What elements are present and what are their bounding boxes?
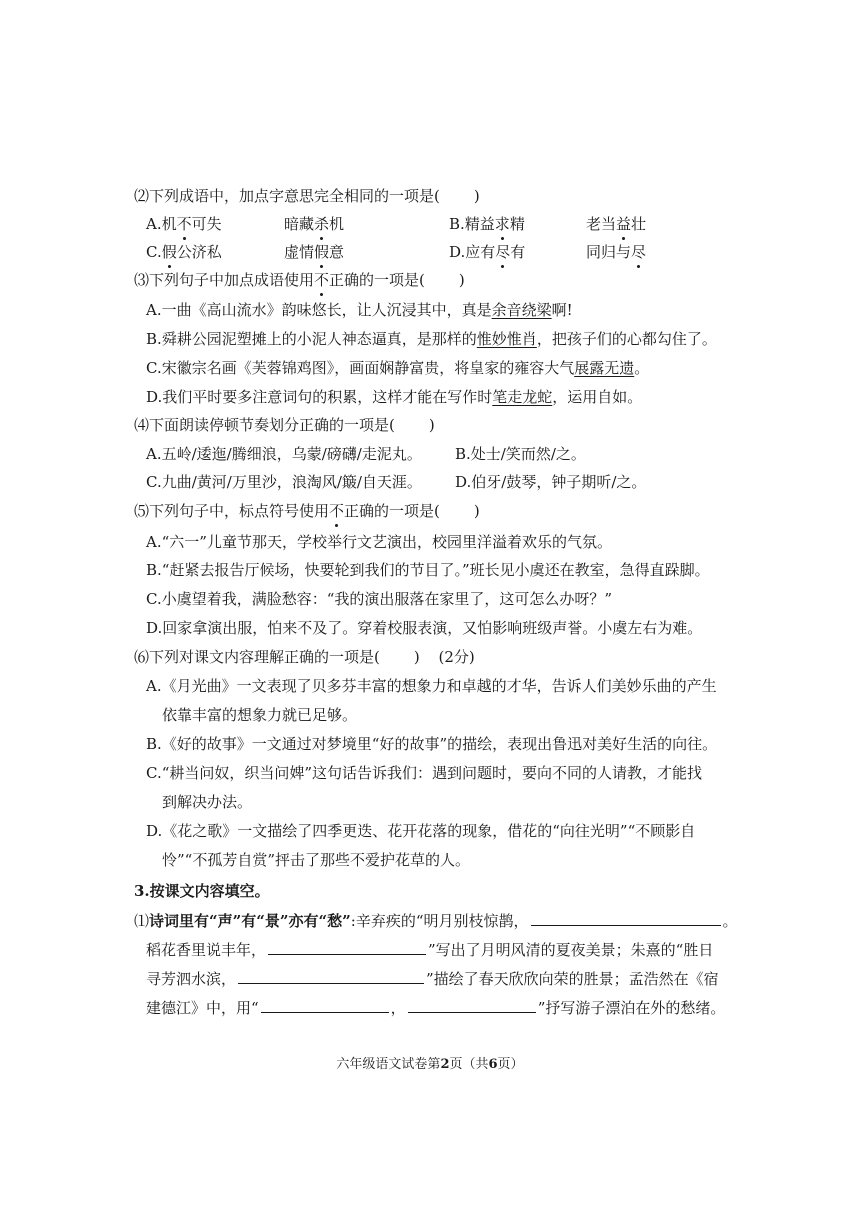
q2-option-b-1: B.精益求精 (449, 215, 525, 233)
q5-option-a: A.“六一”儿童节那天，学校举行文艺演出，校园里洋溢着欢乐的气氛。 (146, 533, 612, 551)
q6-option-d-line-1: D.《花之歌》一文描绘了四季更迭、花开花落的现象，借花的“向往光明”“不顾影自 (146, 822, 696, 840)
page-footer: 六年级语文试卷第2页（共6页） (336, 1057, 524, 1072)
q2-option-c-1: C.假公济私 (146, 243, 222, 261)
q3-option-b: B.舜耕公园泥塑摊上的小泥人神态逼真，是那样的惟妙惟肖，把孩子们的心都勾住了。 (146, 330, 717, 348)
s3-line-3: 寻芳泗水滨， ”描绘了春天欣欣向荣的胜景；孟浩然在《宿 (146, 970, 719, 988)
q4-option-c: C.九曲/黄河/万里沙，浪淘风/簸/自天涯。 (146, 473, 422, 491)
q3-option-c: C.宋徽宗名画《芙蓉锦鸡图》，画面娴静富贵，将皇家的雍容大气展露无遗。 (146, 359, 650, 377)
q5-option-d: D.回家拿演出服，怕来不及了。穿着校服表演，又怕影响班级声誉。小虞左右为难。 (146, 619, 703, 637)
s3-line-2: 稻花香里说丰年， ”写出了月明风清的夏夜美景；朱熹的“胜日 (146, 941, 714, 959)
fill-blank-5[interactable] (408, 998, 536, 1013)
q6-option-c-line-1: C.“耕当问奴，织当问婢”这句话告诉我们：遇到问题时，要向不同的人请教，才能找 (146, 764, 703, 782)
q6-option-a-line-1: A.《月光曲》一文表现了贝多芬丰富的想象力和卓越的才华，告诉人们美妙乐曲的产生 (146, 677, 717, 695)
q5-stem: ⑸下列句子中，标点符号使用不正确的一项是( ) (134, 502, 480, 520)
q2-option-c-2: 虚情假意 (284, 243, 345, 261)
section-3-title: 3.按课文内容填空。 (134, 882, 270, 900)
q6-option-d-line-2: 怜”“不孤芳自赏”抨击了那些不爱护花草的人。 (162, 851, 471, 869)
q5-option-c: C.小虞望着我，满脸愁容：“我的演出服落在家里了，这可怎么办呀？” (146, 590, 613, 608)
q5-option-b: B.“赶紧去报告厅候场，快要轮到我们的节目了。”班长见小虞还在教室，急得直跺脚。 (146, 561, 710, 579)
q4-stem: ⑷下面朗读停顿节奏划分正确的一项是( ) (134, 416, 435, 434)
fill-blank-4[interactable] (261, 998, 389, 1013)
q3-option-d: D.我们平时要多注意词句的积累，这样才能在写作时笔走龙蛇，运用自如。 (146, 388, 643, 406)
s3-line-4: 建德江》中，用“ ， ”抒写游子漂泊在外的愁绪。 (146, 999, 726, 1017)
q4-option-d: D.伯牙/鼓琴，钟子期听/之。 (455, 473, 647, 491)
q3-option-a: A.一曲《高山流水》韵味悠长，让人沉浸其中，真是余音绕梁啊! (146, 301, 573, 319)
s3-line-1: ⑴诗词里有“声”有“景”亦有“愁”:辛弃疾的“明月别枝惊鹊， 。 (134, 912, 738, 930)
q4-option-a: A.五岭/逶迤/腾细浪，乌蒙/磅礴/走泥丸。 (146, 445, 422, 463)
q2-option-a-1: A.机不可失 (146, 215, 222, 233)
q6-option-a-line-2: 依靠丰富的想象力就已足够。 (162, 706, 358, 724)
q6-option-c-line-2: 到解决办法。 (162, 793, 253, 811)
q6-option-b: B.《好的故事》一文通过对梦境里“好的故事”的描绘，表现出鲁迅对美好生活的向往。 (146, 735, 718, 753)
fill-blank-2[interactable] (268, 940, 426, 955)
q2-stem: ⑵下列成语中，加点字意思完全相同的一项是( ) (134, 187, 480, 205)
q2-option-d-1: D.应有尽有 (449, 243, 526, 261)
q4-option-b: B.处士/笑而然/之。 (455, 445, 586, 463)
q2-option-d-2: 同归与尽 (586, 243, 647, 261)
q2-option-b-2: 老当益壮 (586, 215, 647, 233)
fill-blank-3[interactable] (238, 969, 424, 984)
q6-score: (2分) (438, 648, 475, 666)
q6-stem: ⑹下列对课文内容理解正确的一项是( ) (2分) (134, 648, 475, 666)
q3-stem: ⑶下列句子中加点成语使用不正确的一项是( ) (134, 271, 465, 289)
fill-blank-1[interactable] (531, 911, 721, 926)
q2-option-a-2: 暗藏杀机 (284, 215, 345, 233)
